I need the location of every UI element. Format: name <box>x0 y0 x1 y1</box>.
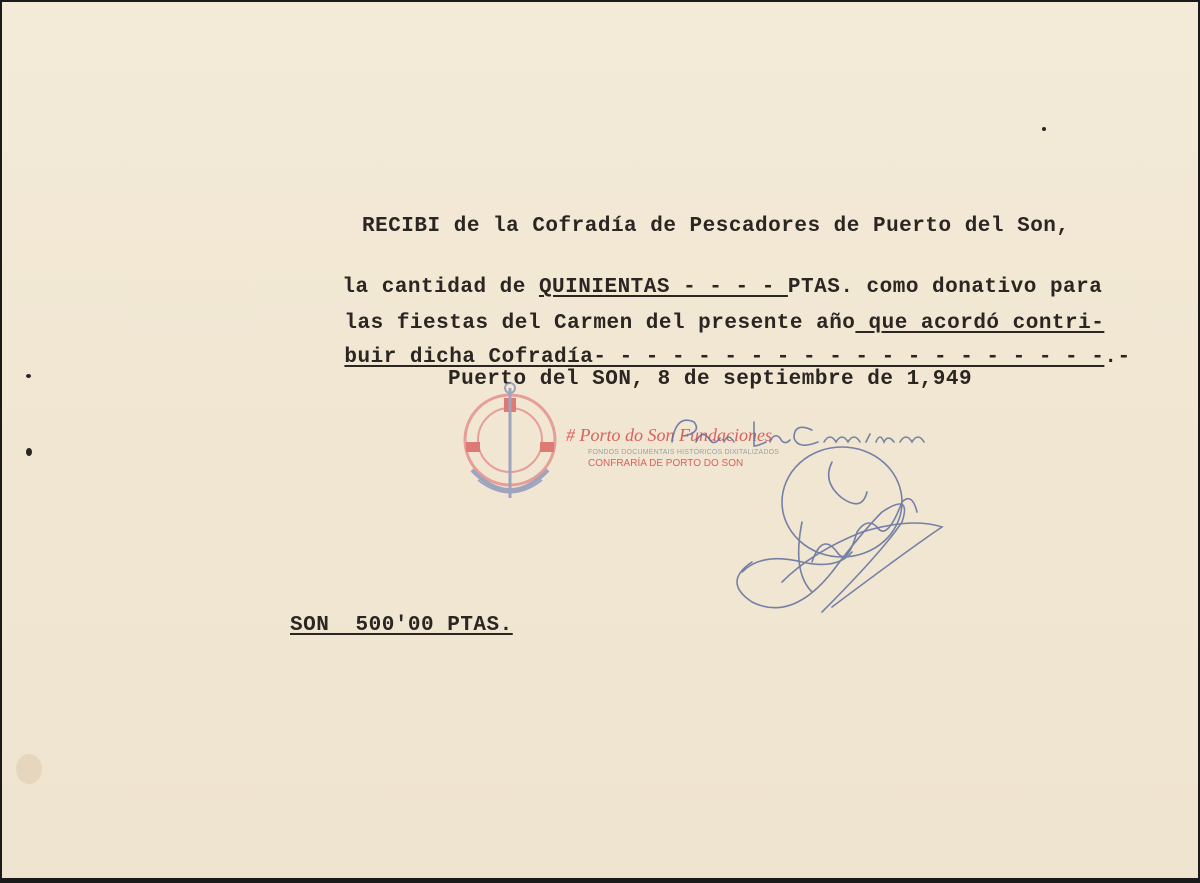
place-and-date: Puerto del SON, 8 de septiembre de 1,949 <box>448 368 973 391</box>
amount-in-words: QUINIENTAS - - - - <box>538 276 788 299</box>
receipt-line-1: RECIBI de la Cofradía de Pescadores de Puerto del Son, <box>362 215 1070 238</box>
line-4-underlined: buir dicha Cofradía- - - - - - - - - - - - - - - - - - - - <box>344 346 1105 369</box>
handwritten-signature-icon <box>662 402 962 632</box>
watermark-org: CONFRARÍA DE PORTO DO SON <box>588 458 744 469</box>
punch-mark-bottom <box>26 448 32 456</box>
line-3-prefix: las fiestas del Carmen del presente año <box>344 312 856 335</box>
watermark-subtitle: FONDOS DOCUMENTAIS HISTÓRICOS DIXITALIZADOS <box>588 449 780 456</box>
punch-mark-top <box>26 374 31 378</box>
line-2-prefix: la cantidad de <box>342 276 539 299</box>
line-3-underlined: que acordó contri- <box>855 312 1105 335</box>
anchor-seal-icon <box>458 380 568 515</box>
document-sheet <box>2 2 1198 878</box>
line-4-suffix: .- <box>1104 346 1131 369</box>
paper-stain <box>16 754 42 784</box>
ink-dot <box>1042 127 1046 131</box>
total-amount: SON 500'00 PTAS. <box>290 614 513 637</box>
watermark-brand: # Porto do Son Fundaciones <box>566 425 772 445</box>
line-2-suffix: PTAS. como donativo para <box>787 276 1103 299</box>
